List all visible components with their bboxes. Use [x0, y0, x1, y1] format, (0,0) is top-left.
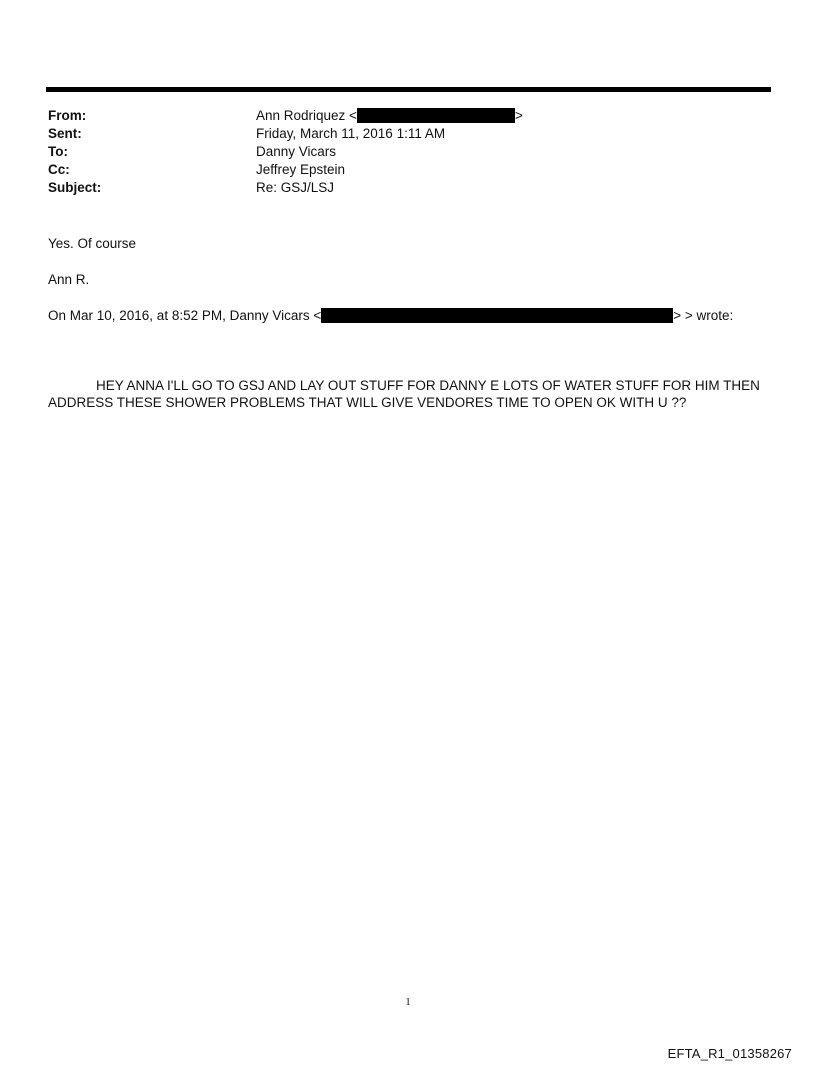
email-header	[48, 107, 748, 197]
cc-row	[48, 161, 748, 179]
from-close: >	[514, 108, 523, 123]
reply-line: Yes. Of course	[48, 236, 137, 251]
to-value: Danny Vicars	[256, 144, 337, 159]
quote-intro-prefix: On Mar 10, 2016, at 8:52 PM, Danny Vicars <	[48, 308, 322, 323]
sent-row	[48, 125, 748, 143]
sent-value: Friday, March 11, 2016 1:11 AM	[256, 126, 446, 141]
to-label: To:	[48, 144, 68, 159]
header-divider	[46, 87, 771, 92]
page-number: 1	[405, 996, 411, 1008]
redacted-email-block	[357, 108, 515, 123]
subject-value: Re: GSJ/LSJ	[256, 180, 335, 195]
from-label: From:	[48, 108, 87, 123]
to-row	[48, 143, 748, 161]
quoted-message: HEY ANNA I'LL GO TO GSJ AND LAY OUT STUFF FOR DANNY E LOTS OF WATER STUFF FOR HIM THEN ADDRESS THESE SHOWER PROBLEMS THAT WILL GIVE VENDORES TIME TO OPEN OK WITH U ??	[48, 378, 760, 410]
subject-row	[48, 179, 748, 197]
quote-intro	[48, 307, 733, 324]
quote-intro-suffix: > > wrote:	[673, 308, 734, 323]
document-id: EFTA_R1_01358267	[667, 1046, 792, 1061]
from-value	[256, 107, 748, 125]
cc-label: Cc:	[48, 162, 70, 177]
from-name: Ann Rodriquez <	[256, 108, 357, 123]
sent-label: Sent:	[48, 126, 82, 141]
redacted-email-block	[321, 308, 673, 323]
from-row	[48, 107, 748, 125]
subject-label: Subject:	[48, 180, 102, 195]
reply-signature: Ann R.	[48, 272, 90, 287]
cc-value: Jeffrey Epstein	[256, 162, 346, 177]
